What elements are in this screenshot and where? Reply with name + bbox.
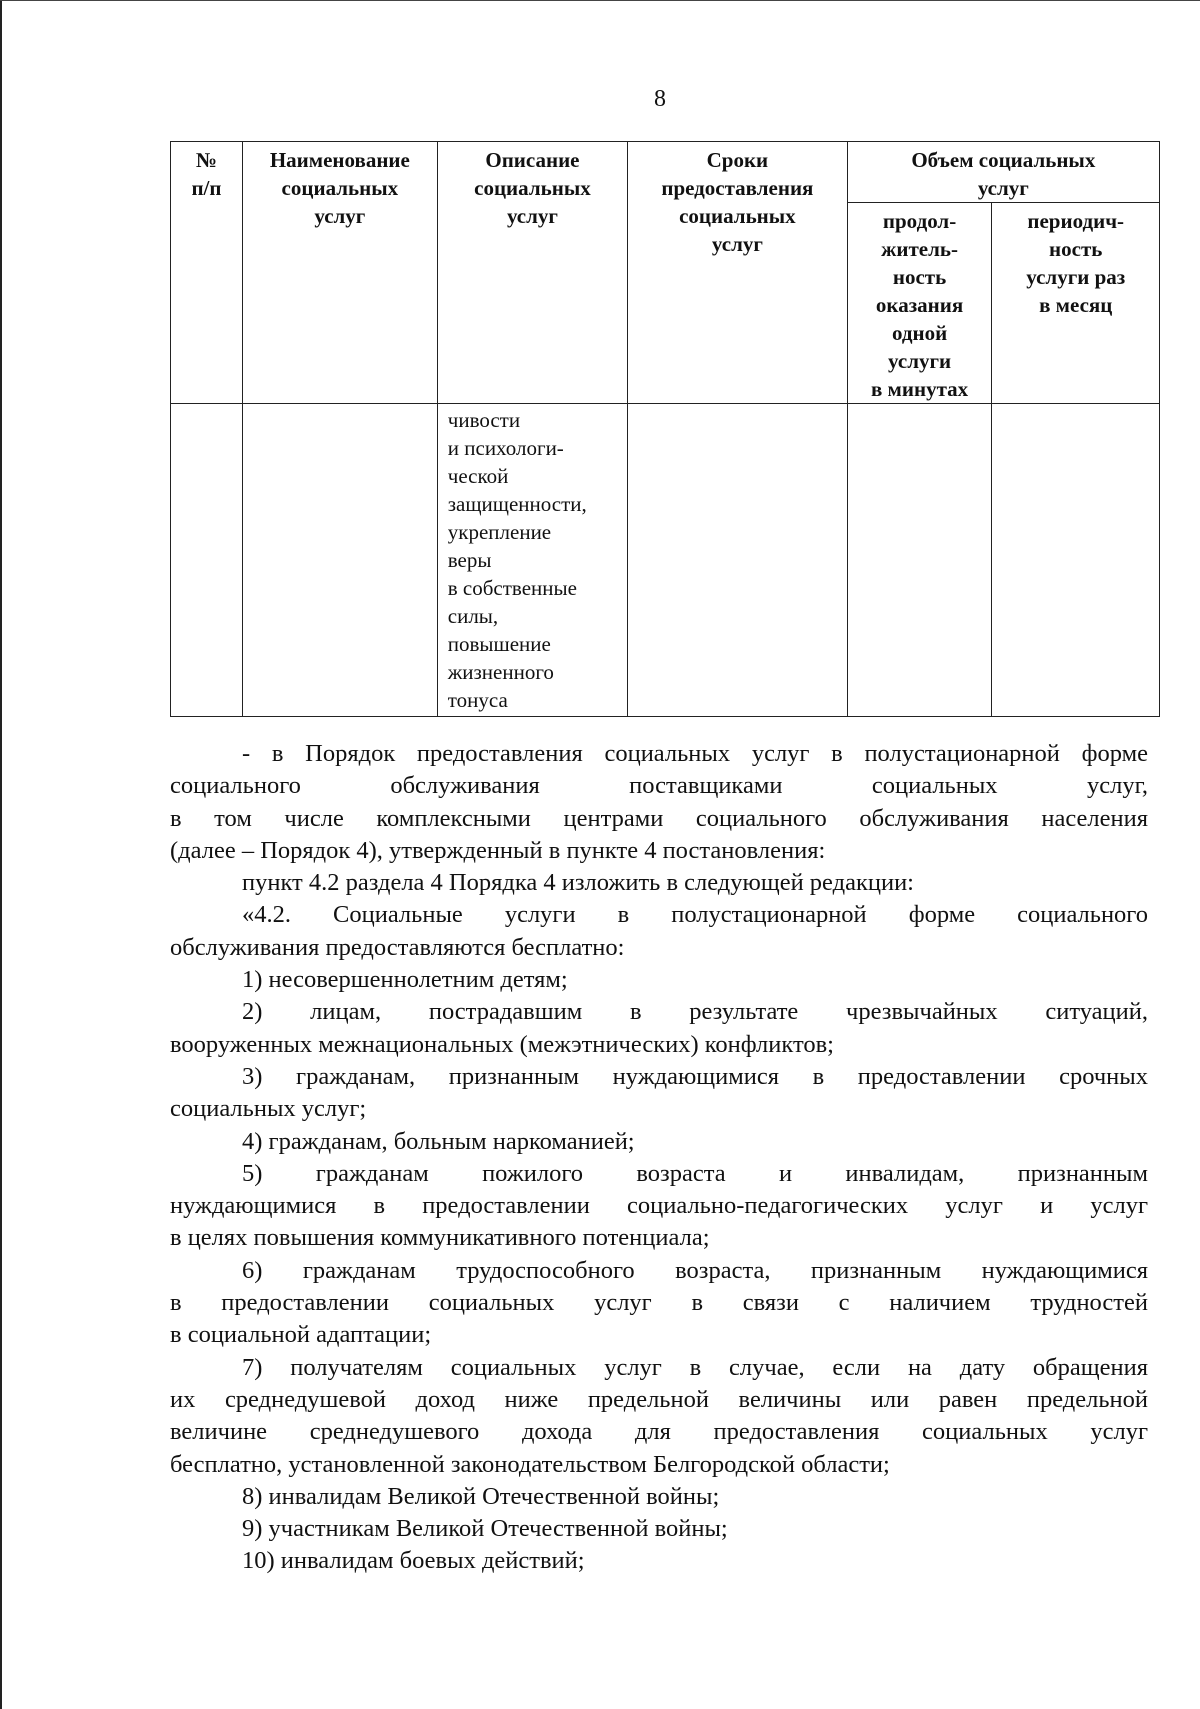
- text-line: в целях повышения коммуникативного потенциала;: [170, 1224, 710, 1252]
- text-line: в предоставлении социальных услуг в связи с наличием трудностей: [170, 1289, 1148, 1317]
- paragraph-point-4-2: [170, 867, 1148, 899]
- description-line: укрепление: [447, 520, 552, 544]
- text-line: 6) гражданам трудоспособного возраста, признанным нуждающимися: [242, 1256, 1148, 1284]
- text-line: 8) инвалидам Великой Отечественной войны;: [242, 1482, 720, 1510]
- text-line: социальных услуг;: [170, 1095, 367, 1123]
- description-line: чивости: [447, 408, 521, 432]
- header-terms-line: предоставления: [661, 176, 814, 200]
- header-name-line: Наименование: [269, 148, 410, 172]
- text-line: обслуживания предоставляются бесплатно:: [170, 933, 625, 961]
- header-volume-line: услуг: [977, 176, 1029, 200]
- text-line: величине среднедушевого дохода для предоставления социальных услуг: [170, 1418, 1148, 1446]
- text-line: 5) гражданам пожилого возраста и инвалидам, признанным: [242, 1159, 1148, 1187]
- list-item-7: [170, 1352, 1148, 1481]
- header-description-line: услуг: [506, 204, 558, 228]
- header-volume: [847, 142, 1159, 203]
- list-item-10: [170, 1545, 1148, 1577]
- text-line: нуждающимися в предоставлении социально-педагогических услуг и услуг: [170, 1192, 1148, 1220]
- description-line: силы,: [447, 604, 499, 628]
- table-row: [171, 404, 1160, 717]
- header-description-line: социальных: [474, 176, 591, 200]
- text-line: «4.2. Социальные услуги в полустационарной форме социального: [242, 901, 1148, 929]
- header-duration-line: житель-: [881, 237, 958, 261]
- header-periodicity-line: услуги раз: [1026, 265, 1126, 289]
- text-line: 4) гражданам, больным наркоманией;: [242, 1127, 635, 1155]
- header-duration: [847, 203, 992, 404]
- header-description: [437, 142, 627, 404]
- description-line: тонуса: [447, 688, 508, 712]
- list-item-1: [170, 964, 1148, 996]
- text-line: (далее – Порядок 4), утвержденный в пункте 4 постановления:: [170, 836, 826, 864]
- cell-periodicity: [992, 404, 1160, 717]
- header-description-line: Описание: [485, 148, 580, 172]
- text-line: 7) получателям социальных услуг в случае, если на дату обращения: [242, 1353, 1148, 1381]
- table-header-row: [171, 142, 1160, 203]
- description-line: веры: [447, 548, 492, 572]
- header-num: [171, 142, 243, 404]
- description-line: в собственные: [447, 576, 577, 600]
- header-duration-line: одной: [891, 321, 948, 345]
- header-terms: [628, 142, 848, 404]
- text-line: бесплатно, установленной законодательством Белгородской области;: [170, 1450, 890, 1478]
- cell-description: [437, 404, 627, 717]
- text-line: социального обслуживания поставщиками социальных услуг,: [170, 772, 1148, 800]
- description-line: повышение: [447, 632, 551, 656]
- text-line: 1) несовершеннолетним детям;: [242, 966, 568, 994]
- header-terms-line: Сроки: [706, 148, 769, 172]
- header-terms-line: социальных: [679, 204, 796, 228]
- page-number: 8: [654, 86, 666, 112]
- header-terms-line: услуг: [711, 232, 763, 256]
- text-line: 9) участникам Великой Отечественной войны;: [242, 1515, 728, 1543]
- paragraph-amendment-intro: [170, 738, 1148, 867]
- scan-edge-left: [0, 0, 2, 1709]
- list-item-2: [170, 996, 1148, 1061]
- cell-name: [242, 404, 437, 717]
- header-periodicity-line: ность: [1049, 237, 1103, 261]
- header-name-line: услуг: [314, 204, 366, 228]
- header-name-line: социальных: [281, 176, 399, 200]
- header-volume-line: Объем социальных: [911, 148, 1096, 172]
- list-item-6: [170, 1255, 1148, 1352]
- header-num-line: п/п: [191, 176, 222, 200]
- cell-terms: [628, 404, 848, 717]
- text-line: в социальной адаптации;: [170, 1321, 432, 1349]
- header-periodicity-line: в месяц: [1039, 293, 1113, 317]
- header-duration-line: оказания: [875, 293, 964, 317]
- text-line: 3) гражданам, признанным нуждающимися в предоставлении срочных: [242, 1062, 1148, 1090]
- header-duration-line: услуги: [888, 349, 952, 373]
- description-line: и психологи-: [447, 436, 564, 460]
- description-line: ческой: [447, 464, 509, 488]
- services-table: [170, 141, 1160, 717]
- cell-duration: [847, 404, 992, 717]
- list-item-5: [170, 1158, 1148, 1255]
- cell-num: [171, 404, 243, 717]
- text-line: их среднедушевой доход ниже предельной величины или равен предельной: [170, 1385, 1148, 1413]
- header-num-line: №: [195, 148, 218, 172]
- header-duration-line: в минутах: [870, 377, 969, 401]
- header-duration-line: продол-: [882, 209, 957, 233]
- header-name: [242, 142, 437, 404]
- description-line: защищенности,: [447, 492, 587, 516]
- description-line: жизненного: [447, 660, 554, 684]
- text-line: 10) инвалидам боевых действий;: [242, 1547, 585, 1575]
- list-item-3: [170, 1061, 1148, 1126]
- paragraph-4-2-text: [170, 899, 1148, 964]
- list-item-4: [170, 1126, 1148, 1158]
- text-line: вооруженных межнациональных (межэтнических) конфликтов;: [170, 1030, 834, 1058]
- header-periodicity: [992, 203, 1160, 404]
- text-line: в том числе комплексными центрами социального обслуживания населения: [170, 804, 1148, 832]
- text-line: - в Порядок предоставления социальных услуг в полустационарной форме: [242, 740, 1148, 767]
- text-line: пункт 4.2 раздела 4 Порядка 4 изложить в следующей редакции:: [242, 869, 914, 897]
- list-item-9: [170, 1513, 1148, 1545]
- header-periodicity-line: периодич-: [1027, 209, 1125, 233]
- header-duration-line: ность: [892, 265, 947, 289]
- body-text: [170, 738, 1148, 1578]
- text-line: 2) лицам, пострадавшим в результате чрезвычайных ситуаций,: [242, 998, 1148, 1026]
- list-item-8: [170, 1481, 1148, 1513]
- scan-edge-top: [0, 0, 1200, 1]
